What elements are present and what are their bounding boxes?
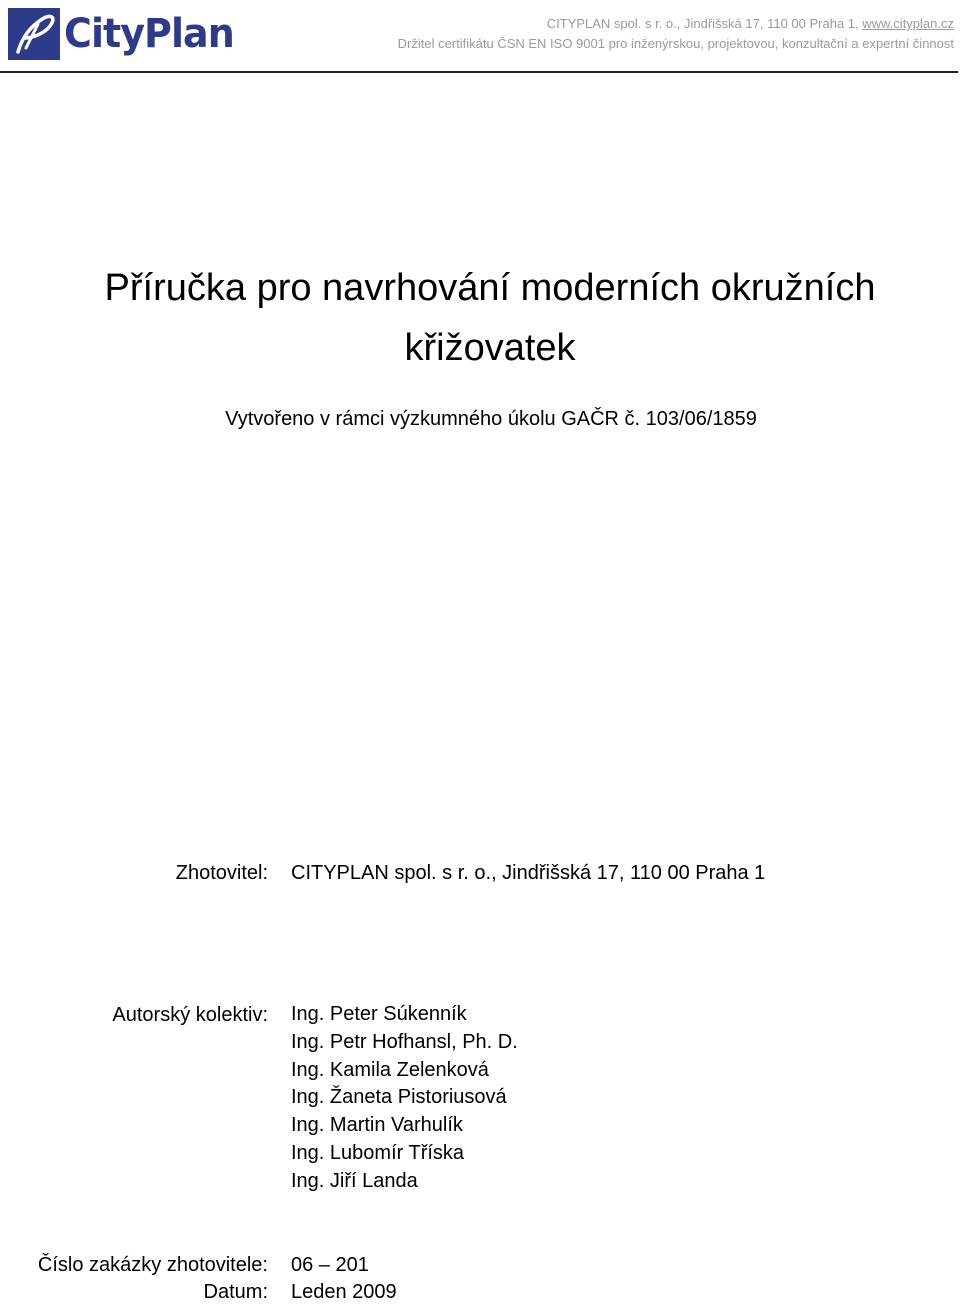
order-number-value: 06 – 201 [291, 1254, 369, 1276]
date-label: Datum: [203, 1281, 268, 1303]
title-line-1: Příručka pro navrhování moderních okružních [104, 267, 876, 309]
author-item: Ing. Kamila Zelenková [291, 1058, 489, 1081]
company-address: CITYPLAN spol. s r. o., Jindřišská 17, 110 00 Praha 1, [546, 16, 863, 31]
author-item: Ing. Petr Hofhansl, Ph. D. [291, 1030, 518, 1053]
logo-text: CityPlan [64, 11, 234, 57]
date-value: Leden 2009 [291, 1281, 397, 1303]
document-subtitle: Vytvořeno v rámci výzkumného úkolu GAČR č. 103/06/1859 [225, 408, 757, 430]
company-website-link[interactable]: www.cityplan.cz [862, 16, 954, 31]
contractor-label: Zhotovitel: [175, 862, 268, 884]
company-info [398, 14, 954, 54]
document-title [0, 258, 960, 378]
authors-list [291, 1001, 518, 1196]
authors-label: Autorský kolektiv: [112, 1004, 268, 1026]
page-header [0, 0, 960, 72]
author-item: Ing. Jiří Landa [291, 1169, 418, 1192]
author-item: Ing. Lubomír Tříska [291, 1141, 465, 1164]
cityplan-logo-icon [8, 8, 60, 60]
author-item: Ing. Žaneta Pistoriusová [291, 1086, 507, 1109]
company-address-line [398, 14, 954, 34]
cityplan-logo [8, 8, 243, 60]
contractor-value: CITYPLAN spol. s r. o., Jindřišská 17, 110 00 Praha 1 [291, 862, 766, 884]
title-line-2: křižovatek [404, 327, 576, 369]
header-divider [0, 71, 958, 73]
author-item: Ing. Martin Varhulík [291, 1114, 463, 1137]
certification-line: Držitel certifikátu ČSN EN ISO 9001 pro inženýrskou, projektovou, konzultační a expertní činnost [397, 36, 954, 51]
author-item: Ing. Peter Súkenník [291, 1003, 467, 1025]
order-number-label: Číslo zakázky zhotovitele: [37, 1254, 268, 1276]
